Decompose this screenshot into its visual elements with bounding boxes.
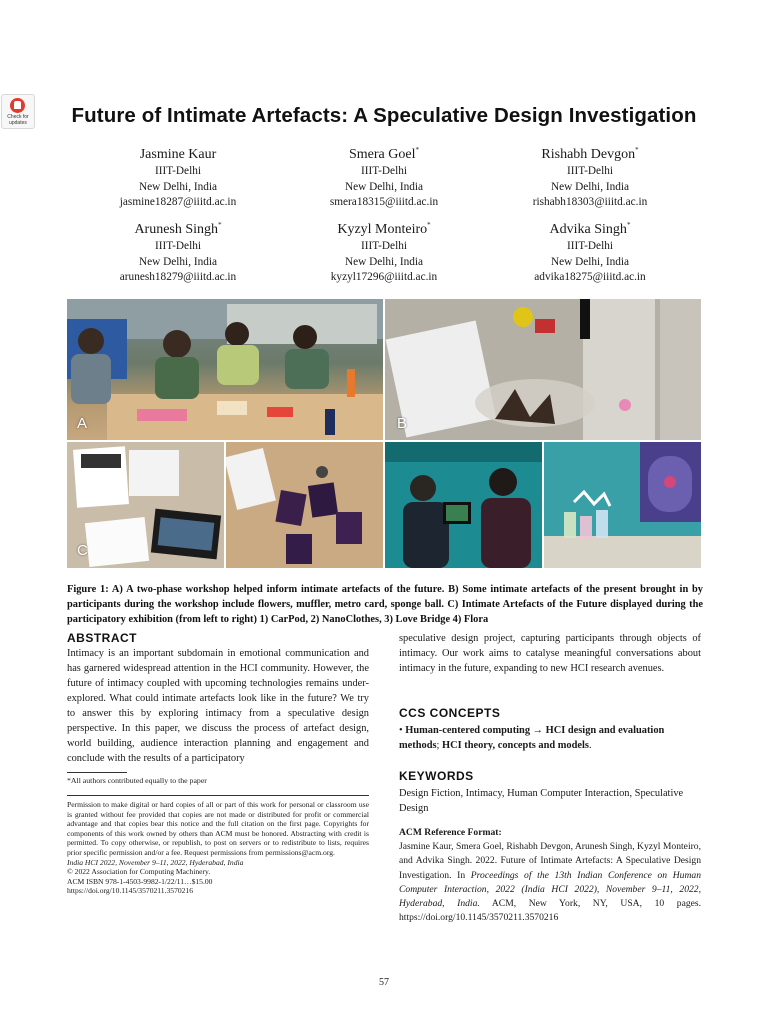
author-block: [63, 216, 293, 286]
conference-venue: India HCI 2022, November 9–11, 2022, Hyderabad, India: [67, 857, 244, 867]
ccs-concept-1: Human-centered computing: [405, 725, 531, 736]
doi-link[interactable]: https://doi.org/10.1145/3570211.3570216: [67, 886, 194, 896]
artefacts-illustration: [385, 299, 701, 440]
workshop-illustration: [67, 299, 383, 440]
footnote-rule: [67, 772, 127, 773]
copyright-line: © 2022 Association for Computing Machinery.: [67, 867, 211, 877]
figure-1: [67, 299, 701, 568]
isbn-line: ACM ISBN 978-1-4503-9982-1/22/11…$15.00: [67, 876, 213, 886]
flora-illustration: [544, 442, 701, 568]
photo-love-bridge: [385, 442, 542, 568]
author-name: Smera Goel: [349, 147, 416, 162]
page-number: 57: [379, 977, 389, 988]
keywords-text: Design Fiction, Intimacy, Human Computer Interaction, Speculative Design: [399, 788, 684, 814]
author-email[interactable]: advika18275@iiitd.ac.in: [534, 271, 646, 283]
author-name: Advika Singh: [549, 222, 627, 237]
author-name: Rishabh Devgon: [541, 147, 636, 162]
ccs-arrow: →: [532, 725, 544, 736]
author-block: [269, 216, 499, 286]
author-email[interactable]: arunesh18279@iiitd.ac.in: [119, 271, 237, 283]
nanoclothes-illustration: [226, 442, 383, 568]
panel-label-b: B: [397, 415, 408, 432]
author-name: Kyzyl Monteiro: [337, 222, 428, 237]
author-affiliation: IIIT-Delhi: [360, 240, 407, 252]
author-name: Jasmine Kaur: [139, 147, 217, 162]
author-location: New Delhi, India: [550, 255, 630, 268]
reference-tail: ACM, New York, NY, USA, 10 pages. https://doi.org/10.1145/3570211.3570216: [399, 898, 702, 924]
love-bridge-illustration: [385, 442, 542, 568]
author-block: [475, 216, 705, 286]
abstract-continued: speculative design project, capturing participants through objects of intimacy. Our work aims to catalyse meaningful conversations about intimacy in the future, expanding to new HCI research avenues.: [399, 633, 701, 674]
carpod-illustration: [67, 442, 224, 568]
keywords-heading: KEYWORDS: [399, 769, 474, 783]
photo-nanoclothes: [226, 442, 383, 568]
photo-carpod: [67, 442, 224, 568]
panel-label-c: C: [77, 542, 88, 559]
author-block: [269, 141, 499, 211]
reference-heading: ACM Reference Format:: [399, 827, 502, 838]
ccs-bullet: •: [399, 725, 403, 736]
author-email[interactable]: jasmine18287@iiitd.ac.in: [119, 196, 237, 208]
reference-citation: [399, 840, 701, 926]
paper-title: Future of Intimate Artefacts: A Speculative Design Investigation: [71, 104, 697, 127]
permission-text: Permission to make digital or hard copies of all or part of this work for personal or classroom use is granted without fee provided that copies are not made or distributed for profit or commercial advantage and that copies bear this notice and the full citation on the first page. Copyrights for components of this work owned by others than ACM must be honored. Abstracting with credit is permitted. To copy otherwise, or republish, to post on servers or to redistribute to lists, requires prior specific permission and/or a fee. Request permissions from permissions@acm.org.: [67, 800, 369, 857]
equal-contribution-mark: *: [427, 221, 431, 229]
author-location: New Delhi, India: [550, 180, 630, 193]
ccs-concepts: [399, 723, 701, 753]
ccs-separator: ;: [436, 740, 440, 751]
abstract-heading: ABSTRACT: [67, 631, 137, 645]
author-location: New Delhi, India: [344, 180, 424, 193]
ccs-heading: CCS CONCEPTS: [399, 706, 501, 720]
photo-workshop: [67, 299, 383, 440]
figure-caption: Figure 1: A) A two-phase workshop helped inform intimate artefacts of the future. B) Some intimate artefacts of the present brought in by participants during the workshop include flowers, muffler, metro card, sponge ball. C) Intimate Artefacts of the Future displayed during the participatory exhibition (from left to right) 1) CarPod, 2) NanoClothes, 3) Love Bridge 4) Flora: [67, 584, 703, 625]
author-affiliation: IIIT-Delhi: [566, 165, 613, 177]
author-location: New Delhi, India: [344, 255, 424, 268]
permission-notice: [67, 800, 369, 896]
author-location: New Delhi, India: [138, 180, 218, 193]
reference-proceedings: Proceedings of the 13th Indian Conference on Human Computer Interaction, 2022 (India HCI 2022), November 9–11, 2022, Hyderabad, India.: [399, 869, 701, 910]
footnote-equal-contribution: *All authors contributed equally to the paper: [67, 776, 207, 785]
equal-contribution-mark: *: [218, 221, 222, 229]
equal-contribution-mark: *: [415, 146, 419, 154]
ccs-concept-2: HCI design and evaluation methods: [399, 725, 665, 751]
ccs-concept-3: HCI theory, concepts and models: [442, 740, 589, 751]
author-block: [63, 141, 293, 211]
permission-rule: [67, 795, 369, 796]
ccs-end: .: [588, 740, 592, 751]
check-for-updates-text: Check for updates: [7, 114, 29, 126]
author-affiliation: IIIT-Delhi: [154, 165, 201, 177]
author-email[interactable]: kyzyl17296@iiitd.ac.in: [330, 271, 438, 283]
abstract-text: Intimacy is an important subdomain in emotional communication and has garnered widespread attention in the HCI community. However, the future of intimacy coupled with upcoming technologies remains under-explored. What could intimate artefacts look like in the future? We try to answer this by exploring intimacy from a speculative design perspective. In this paper, we discuss the process of artefact design, world building, audience interaction planning and engagement and conclude with the results of a participatory: [67, 648, 369, 764]
equal-contribution-mark: *: [626, 221, 631, 229]
author-email[interactable]: smera18315@iiitd.ac.in: [329, 196, 439, 208]
photo-artefacts: [385, 299, 701, 440]
reference-authors: Jasmine Kaur, Smera Goel, Rishabh Devgon, Arunesh Singh, Kyzyl Monteiro, and Advika Singh. 2022. Future of Intimate Artefacts: A Speculative Design Investigation. In: [399, 841, 701, 881]
author-email[interactable]: rishabh18303@iiitd.ac.in: [532, 196, 648, 208]
photo-flora: [544, 442, 701, 568]
author-name: Arunesh Singh: [134, 222, 219, 237]
author-location: New Delhi, India: [138, 255, 218, 268]
author-affiliation: IIIT-Delhi: [360, 165, 407, 177]
author-block: [475, 141, 705, 211]
author-affiliation: IIIT-Delhi: [154, 240, 201, 252]
equal-contribution-mark: *: [635, 146, 639, 154]
panel-label-a: A: [77, 415, 88, 432]
author-affiliation: IIIT-Delhi: [566, 240, 613, 252]
